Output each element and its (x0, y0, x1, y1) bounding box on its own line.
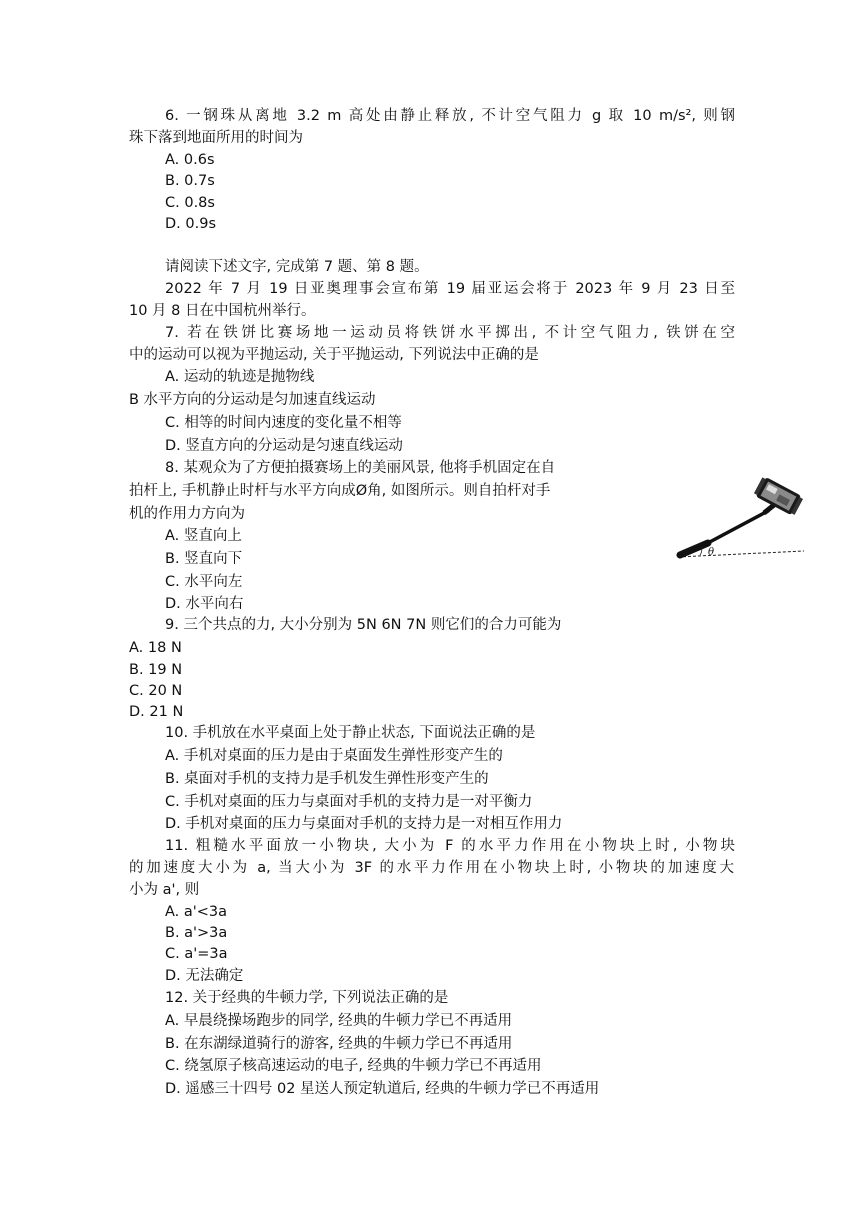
q10-option-c: C. 手机对桌面的压力与桌面对手机的支持力是一对平衡力 (165, 794, 533, 810)
q6-option-b: B. 0.7s (165, 173, 215, 189)
q10-option-a: A. 手机对桌面的压力是由于桌面发生弹性形变产生的 (165, 748, 503, 764)
q9-option-d: D. 21 N (129, 704, 184, 720)
q10-option-d: D. 手机对桌面的压力与桌面对手机的支持力是一对相互作用力 (165, 816, 563, 832)
passage-line1: 2022 年 7 月 19 日亚奥理事会宣布第 19 届亚运会将于 2023 年 9 月 23 日至 (165, 281, 735, 297)
q11-stem-line1: 11. 粗糙水平面放一小物块, 大小为 F 的水平力作用在小物块上时, 小物块 (165, 838, 735, 854)
q12-option-a: A. 早晨绕操场跑步的同学, 经典的牛顿力学已不再适用 (165, 1013, 513, 1029)
q11-option-a: A. a'<3a (165, 904, 228, 920)
q11-stem-line3: 小为 a', 则 (129, 882, 200, 898)
q6-stem-line2: 珠下落到地面所用的时间为 (129, 130, 303, 146)
q10-option-b: B. 桌面对手机的支持力是手机发生弹性形变产生的 (165, 771, 489, 787)
q8-option-d: D. 水平向右 (165, 596, 244, 612)
q12-option-c: C. 绕氢原子核高速运动的电子, 经典的牛顿力学已不再适用 (165, 1058, 542, 1074)
selfie-stick-figure (676, 475, 806, 565)
passage-line2: 10 月 8 日在中国杭州举行。 (129, 303, 316, 319)
q7-option-d: D. 竖直方向的分运动是匀速直线运动 (165, 438, 403, 454)
q7-stem-line2: 中的运动可以视为平抛运动, 关于平抛运动, 下列说法中正确的是 (129, 347, 539, 363)
q8-option-b: B. 竖直向下 (165, 551, 243, 567)
angle-label: θ (708, 547, 715, 558)
stick-handle (680, 543, 708, 555)
q7-option-c: C. 相等的时间内速度的变化量不相等 (165, 415, 402, 431)
passage-intro: 请阅读下述文字, 完成第 7 题、第 8 题。 (165, 259, 429, 275)
q7-stem-line1: 7. 若在铁饼比赛场地一运动员将铁饼水平掷出, 不计空气阻力, 铁饼在空 (165, 325, 735, 341)
q12-stem: 12. 关于经典的牛顿力学, 下列说法正确的是 (165, 990, 449, 1006)
q7-option-b: B 水平方向的分运动是匀加速直线运动 (129, 392, 376, 408)
phone (753, 476, 804, 517)
q6-option-d: D. 0.9s (165, 216, 216, 232)
q8-option-a: A. 竖直向上 (165, 528, 242, 544)
q11-option-c: C. a'=3a (165, 946, 228, 962)
horizontal-reference-line (678, 551, 804, 557)
q8-option-c: C. 水平向左 (165, 574, 243, 590)
q11-stem-line2: 的加速度大小为 a, 当大小为 3F 的水平力作用在小物块上时, 小物块的加速度大 (129, 860, 734, 876)
q9-stem: 9. 三个共点的力, 大小分别为 5N 6N 7N 则它们的合力可能为 (165, 617, 562, 633)
stick-shaft (706, 511, 768, 544)
q6-stem-line1: 6. 一钢珠从离地 3.2 m 高处由静止释放, 不计空气阻力 g 取 10 m/s², 则钢 (165, 108, 735, 124)
q12-option-b: B. 在东湖绿道骑行的游客, 经典的牛顿力学已不再适用 (165, 1036, 513, 1052)
stick-clamp (764, 505, 774, 513)
q9-option-c: C. 20 N (129, 683, 183, 699)
q11-option-d: D. 无法确定 (165, 968, 244, 984)
q9-option-b: B. 19 N (129, 662, 183, 678)
q7-option-a: A. 运动的轨迹是抛物线 (165, 369, 315, 385)
q8-stem-line1: 8. 某观众为了方便拍摄赛场上的美丽风景, 他将手机固定在自 (165, 460, 556, 476)
q6-option-c: C. 0.8s (165, 195, 215, 211)
q8-stem-line2: 拍杆上, 手机静止时杆与水平方向成Ø角, 如图所示。则自拍杆对手 (129, 483, 551, 499)
q10-stem: 10. 手机放在水平桌面上处于静止状态, 下面说法正确的是 (165, 725, 536, 741)
q9-option-a: A. 18 N (129, 640, 182, 656)
q8-stem-line3: 机的作用力方向为 (129, 506, 245, 522)
q12-option-d: D. 遥感三十四号 02 星送人预定轨道后, 经典的牛顿力学已不再适用 (165, 1081, 600, 1097)
q6-option-a: A. 0.6s (165, 152, 215, 168)
q11-option-b: B. a'>3a (165, 925, 228, 941)
